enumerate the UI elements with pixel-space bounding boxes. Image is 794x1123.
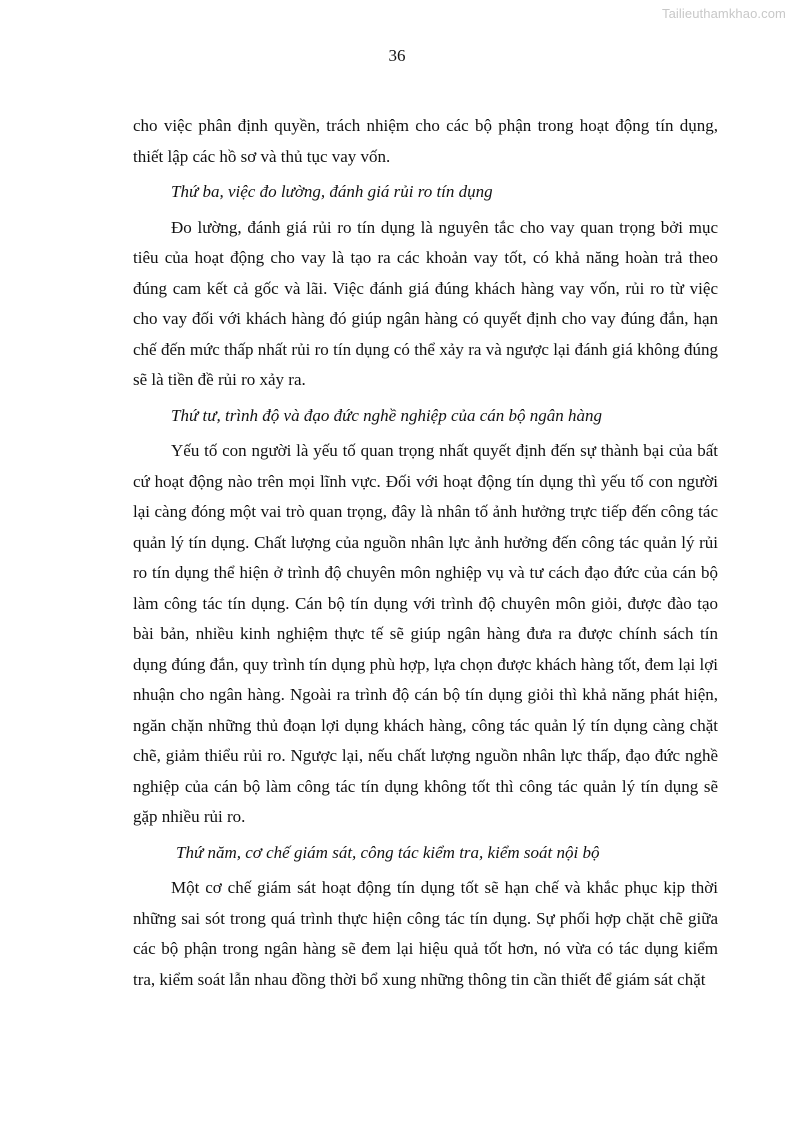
page-number: 36 xyxy=(388,46,406,65)
section-heading-fourth: Thứ tư, trình độ và đạo đức nghề nghiệp của cán bộ ngân hàng xyxy=(171,405,603,425)
page-body xyxy=(133,111,718,995)
paragraph-credit-risk-measurement: Đo lường, đánh giá rủi ro tín dụng là nguyên tắc cho vay quan trọng bởi mục tiêu của hoạt động cho vay là tạo ra các khoản vay tốt, có khả năng hoàn trả theo đúng cam kết cả gốc và lãi. Việc đánh giá đúng khách hàng vay vốn, rủi ro từ việc cho vay đối với khách hàng đó giúp ngân hàng có quyết định cho vay đúng đắn, hạn chế đến mức thấp nhất rủi ro tín dụng có thể xảy ra và ngược lại đánh giá không đúng sẽ là tiền đề rủi ro xảy ra. xyxy=(133,217,718,389)
watermark: Tailieuthamkhao.com xyxy=(661,6,786,21)
paragraph-continuation: cho việc phân định quyền, trách nhiệm cho các bộ phận trong hoạt động tín dụng, thiết lập các hồ sơ và thủ tục vay vốn. xyxy=(133,116,718,166)
paragraph-supervision: Một cơ chế giám sát hoạt động tín dụng tốt sẽ hạn chế và khắc phục kịp thời những sai sót trong quá trình thực hiện công tác tín dụng. Sự phối hợp chặt chẽ giữa các bộ phận trong ngân hàng sẽ đem lại hiệu quả tốt hơn, nó vừa có tác dụng kiểm tra, kiểm soát lẫn nhau đồng thời bổ xung những thông tin cần thiết để giám sát chặt xyxy=(133,878,718,989)
paragraph-human-factor: Yếu tố con người là yếu tố quan trọng nhất quyết định đến sự thành bại của bất cứ hoạt động nào trên mọi lĩnh vực. Đối với hoạt động tín dụng thì yếu tố con người lại càng đóng một vai trò quan trọng, đây là nhân tố ảnh hưởng trực tiếp đến công tác quản lý tín dụng. Chất lượng của nguồn nhân lực ảnh hưởng đến công tác quản lý rủi ro tín dụng thể hiện ở trình độ chuyên môn nghiệp vụ và tư cách đạo đức của cán bộ làm công tác tín dụng. Cán bộ tín dụng với trình độ chuyên môn giỏi, được đào tạo bài bản, nhiều kinh nghiệm thực tế sẽ giúp ngân hàng đưa ra được chính sách tín dụng đúng đắn, quy trình tín dụng phù hợp, lựa chọn được khách hàng tốt, đem lại lợi nhuận cho ngân hàng. Ngoài ra trình độ cán bộ tín dụng giỏi thì khả năng phát hiện, ngăn chặn những thủ đoạn lợi dụng khách hàng, công tác quản lý tín dụng càng chặt chẽ, giảm thiểu rủi ro. Ngược lại, nếu chất lượng nguồn nhân lực thấp, đạo đức nghề nghiệp của cán bộ làm công tác tín dụng không tốt thì công tác quản lý tín dụng sẽ gặp nhiều rủi ro. xyxy=(133,441,718,826)
section-heading-third: Thứ ba, việc đo lường, đánh giá rủi ro tín dụng xyxy=(171,182,493,201)
section-heading-fifth: Thứ năm, cơ chế giám sát, công tác kiểm tra, kiểm soát nội bộ xyxy=(176,842,600,862)
